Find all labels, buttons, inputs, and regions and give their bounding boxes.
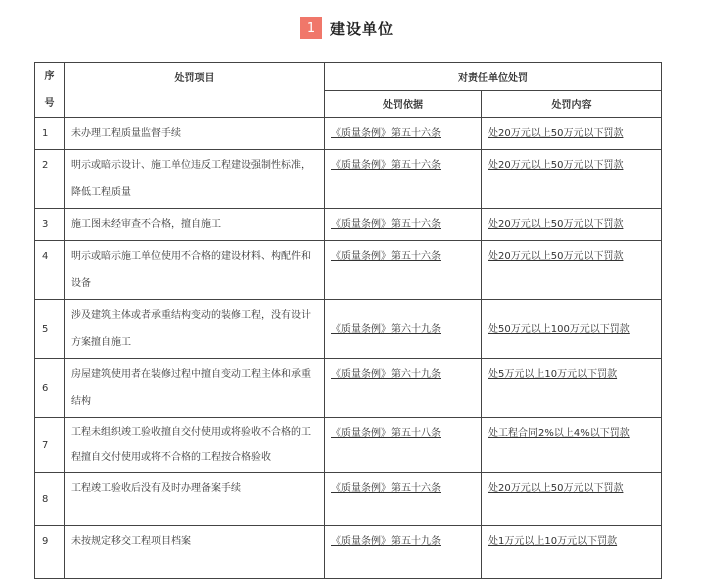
penalty-item-text: 工程未组织竣工验收擅自交付使用或将验收不合格的工程擅自交付使用或将不合格的工程按合格验收 <box>65 418 325 473</box>
table-row <box>35 150 662 209</box>
penalty-basis-link[interactable]: 《质量条例》第五十六条 <box>331 251 441 262</box>
penalty-basis-link[interactable]: 《质量条例》第五十九条 <box>331 536 441 547</box>
section-number-badge: 1 <box>300 17 322 39</box>
penalty-basis-cell <box>325 150 482 209</box>
penalty-content-cell <box>482 526 662 579</box>
row-number: 5 <box>35 300 65 359</box>
penalty-basis-cell <box>325 526 482 579</box>
penalty-content-link[interactable]: 处工程合同2%以上4%以下罚款 <box>488 428 630 439</box>
penalty-item-text: 明示或暗示施工单位使用不合格的建设材料、构配件和设备 <box>65 241 325 300</box>
header-penalty-content: 处罚内容 <box>482 90 662 118</box>
table-row <box>35 526 662 579</box>
penalty-basis-cell <box>325 418 482 473</box>
penalty-content-cell <box>482 418 662 473</box>
penalty-content-link[interactable]: 处20万元以上50万元以下罚款 <box>488 128 624 139</box>
row-number: 1 <box>35 118 65 150</box>
row-number: 3 <box>35 209 65 241</box>
penalty-content-cell <box>482 300 662 359</box>
header-penalty-basis: 处罚依据 <box>325 90 482 118</box>
penalty-content-link[interactable]: 处1万元以上10万元以下罚款 <box>488 536 618 547</box>
penalty-content-link[interactable]: 处5万元以上10万元以下罚款 <box>488 369 618 380</box>
penalty-basis-link[interactable]: 《质量条例》第六十九条 <box>331 323 441 335</box>
penalty-content-cell <box>482 359 662 418</box>
row-number: 2 <box>35 150 65 209</box>
header-serial-no: 序号 <box>35 63 65 118</box>
penalty-basis-cell <box>325 209 482 241</box>
penalty-content-cell <box>482 473 662 526</box>
table-row <box>35 241 662 300</box>
penalty-item-text: 房屋建筑使用者在装修过程中擅自变动工程主体和承重结构 <box>65 359 325 418</box>
penalty-content-link[interactable]: 处20万元以上50万元以下罚款 <box>488 251 624 262</box>
penalty-basis-cell <box>325 300 482 359</box>
penalty-item-text: 工程竣工验收后没有及时办理备案手续 <box>65 473 325 526</box>
row-number: 6 <box>35 359 65 418</box>
penalty-basis-link[interactable]: 《质量条例》第五十六条 <box>331 219 441 230</box>
penalty-basis-link[interactable]: 《质量条例》第五十六条 <box>331 128 441 139</box>
penalty-basis-cell <box>325 241 482 300</box>
penalty-table <box>34 62 662 579</box>
penalty-item-text: 施工图未经审查不合格，擅自施工 <box>65 209 325 241</box>
penalty-basis-link[interactable]: 《质量条例》第五十八条 <box>331 428 441 439</box>
penalty-basis-link[interactable]: 《质量条例》第五十六条 <box>331 483 441 494</box>
row-number: 8 <box>35 473 65 526</box>
table-row <box>35 118 662 150</box>
table-row <box>35 473 662 526</box>
row-number: 4 <box>35 241 65 300</box>
penalty-content-cell <box>482 241 662 300</box>
penalty-content-cell <box>482 118 662 150</box>
penalty-basis-cell <box>325 359 482 418</box>
table-row <box>35 359 662 418</box>
penalty-content-cell <box>482 150 662 209</box>
penalty-basis-link[interactable]: 《质量条例》第六十九条 <box>331 369 441 380</box>
penalty-content-cell <box>482 209 662 241</box>
penalty-basis-cell <box>325 118 482 150</box>
penalty-basis-cell <box>325 473 482 526</box>
row-number: 7 <box>35 418 65 473</box>
penalty-content-link[interactable]: 处20万元以上50万元以下罚款 <box>488 483 624 494</box>
section-heading <box>300 16 394 40</box>
penalty-basis-link[interactable]: 《质量条例》第五十六条 <box>331 160 441 171</box>
penalty-item-text: 明示或暗示设计、施工单位违反工程建设强制性标准，降低工程质量 <box>65 150 325 209</box>
penalty-content-link[interactable]: 处20万元以上50万元以下罚款 <box>488 219 624 230</box>
table-row <box>35 209 662 241</box>
penalty-item-text: 未按规定移交工程项目档案 <box>65 526 325 579</box>
penalty-content-link[interactable]: 处50万元以上100万元以下罚款 <box>488 323 630 335</box>
penalty-item-text: 未办理工程质量监督手续 <box>65 118 325 150</box>
penalty-item-text: 涉及建筑主体或者承重结构变动的装修工程，没有设计方案擅自施工 <box>65 300 325 359</box>
header-penalty-item: 处罚项目 <box>65 63 325 118</box>
header-responsible-unit-penalty: 对责任单位处罚 <box>325 63 662 91</box>
penalty-content-link[interactable]: 处20万元以上50万元以下罚款 <box>488 160 624 171</box>
table-row <box>35 418 662 473</box>
table-row <box>35 300 662 359</box>
row-number: 9 <box>35 526 65 579</box>
section-title: 建设单位 <box>330 19 395 38</box>
